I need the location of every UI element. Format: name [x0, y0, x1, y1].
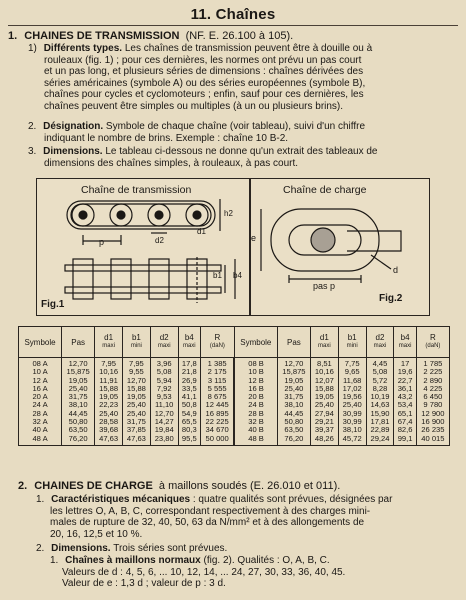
col-b1-b: b1 mini: [338, 327, 366, 358]
table-cell: 4 225: [423, 383, 443, 393]
section1-item1: [28, 43, 458, 113]
cells-symbole-b: [234, 358, 277, 446]
table-cell: 5,72: [372, 375, 388, 385]
col-pas-b: Pas: [277, 327, 310, 358]
table-cell: 7,95: [129, 359, 144, 368]
table-cell: 63,50: [284, 425, 304, 435]
table-cell: 5,94: [156, 375, 172, 385]
table-cell: 25,40: [99, 408, 119, 418]
table-cell: 12 445: [205, 400, 229, 410]
table-cell: 54,9: [181, 408, 197, 418]
figure1-caption: Fig.1: [41, 299, 65, 310]
table-cell: 28,58: [99, 417, 119, 427]
table-cell: 20 B: [248, 392, 264, 402]
table-cell: 31,75: [68, 392, 88, 402]
table-cell: 2 890: [423, 375, 443, 385]
item3-num: 3.: [28, 146, 37, 157]
cells-b1-a: [123, 358, 151, 446]
table-cell: 21,8: [181, 367, 197, 377]
table-cell: 22,7: [397, 375, 413, 385]
table-cell: 15,88: [99, 383, 119, 393]
table-cell: 10,19: [370, 392, 390, 402]
section1-ref: (NF. E. 26.100 à 105).: [185, 30, 294, 42]
table-cell: 15,875: [66, 367, 90, 377]
item1-first-line: Les chaînes de transmission peuvent être à douille ou à: [124, 43, 373, 54]
table-cell: 40 015: [421, 433, 445, 443]
section1-item2: [28, 121, 458, 144]
table-cell: 29,24: [370, 433, 390, 443]
table-cell: 48,26: [314, 433, 334, 443]
table-cell: 16 900: [421, 417, 445, 427]
table-cell: 8,28: [372, 383, 388, 393]
table-cell: 3 115: [207, 375, 227, 385]
col-d1: d1 maxi: [95, 327, 123, 358]
table-cell: 12,70: [284, 359, 304, 368]
cells-d2-b: [366, 358, 394, 446]
table-cell: 25,40: [314, 400, 334, 410]
title-rule: [8, 25, 458, 26]
table-cell: 25,40: [68, 383, 88, 393]
label-p: p: [99, 237, 105, 247]
table-cell: 47,63: [99, 433, 119, 443]
item1-num: 1): [28, 43, 37, 54]
table-cell: 19,56: [342, 392, 362, 402]
table-cell: 24 B: [248, 400, 264, 410]
table-cell: 37,85: [126, 425, 146, 435]
col-d2: d2 maxi: [150, 327, 178, 358]
table-cell: 50,80: [284, 417, 304, 427]
cells-b1-b: [338, 358, 366, 446]
table-cell: 38,10: [284, 400, 304, 410]
table-cell: 20 A: [32, 392, 48, 402]
item2-first-line: Symbole de chaque chaîne (voir tableau), suivi d'un chiffre: [105, 121, 366, 132]
col-d1-b: d1 maxi: [310, 327, 338, 358]
col-pas: Pas: [62, 327, 95, 358]
label-e: e: [251, 233, 257, 243]
item2-num: 2.: [28, 121, 37, 132]
table-cell: 32 A: [32, 417, 48, 427]
table-cell: 2 175: [207, 367, 227, 377]
cells-r-b: [416, 358, 449, 446]
col-symbole-b: Symbole: [234, 327, 277, 358]
section2-item2: 2. Dimensions. Trois séries sont prévues.: [36, 543, 228, 554]
table-cell: 19,6: [397, 367, 413, 377]
table-cell: 25,40: [284, 383, 304, 393]
section1-heading: [8, 30, 293, 42]
table-cell: 9 780: [423, 400, 443, 410]
table-cell: 39,68: [99, 425, 119, 435]
table-cell: 25,40: [126, 400, 146, 410]
label-d: d: [393, 265, 399, 275]
table-cell: 17: [400, 359, 410, 368]
table-cell: 10 B: [248, 367, 264, 377]
section2-item1-line: les lettres O, A, B, C, correspondant respectivement à des charges mini-: [50, 505, 371, 517]
table-cell: 36,1: [397, 383, 413, 393]
table-cell: 44,45: [284, 408, 304, 418]
table-cell: 1 385: [207, 359, 227, 368]
table-cell: 08 A: [32, 359, 48, 368]
table-cell: 9,65: [344, 367, 360, 377]
table-cell: 4,45: [372, 359, 388, 368]
table-cell: 1 785: [423, 359, 443, 368]
table-cell: 22 225: [205, 417, 229, 427]
item2-line: indiquant le nombre de brins. Exemple : chaîne 10 B-2.: [44, 132, 289, 144]
col-r-b: R (daN): [416, 327, 449, 358]
table-cell: 28 B: [248, 408, 264, 418]
table-cell: 15,88: [126, 383, 146, 393]
table-cell: 5,08: [156, 367, 172, 377]
section2-sub1: 1. Chaînes à maillons normaux (fig. 2). Qualités : O, A, B, C. Valeurs de d : 4, 5, 6, ... 10, 12, 14, ... 24, 27, 30, 33, 36, 40, 45. Valeur de e : 1,3 d ; valeur de p : 3 d.: [50, 555, 458, 590]
table-cell: 63,50: [68, 425, 88, 435]
table-cell: 44,45: [68, 408, 88, 418]
table-cell: 12,07: [314, 375, 334, 385]
item1-label: Différents types.: [43, 43, 123, 54]
table-cell: 6 450: [423, 392, 443, 402]
table-cell: 19,84: [154, 425, 174, 435]
table-cell: 50 000: [205, 433, 229, 443]
figure1-title: Chaîne de transmission: [81, 184, 192, 196]
section1-title: CHAINES DE TRANSMISSION: [24, 30, 180, 42]
table-cell: 14,27: [154, 417, 174, 427]
label-d2: d2: [155, 236, 164, 245]
page-title: 11. Chaînes: [190, 6, 276, 23]
section2-sub1-label: Chaînes à maillons normaux: [65, 555, 201, 566]
table-cell: 38,10: [68, 400, 88, 410]
table-cell: 08 B: [248, 359, 264, 368]
table-cell: 24 A: [32, 400, 48, 410]
table-cell: 48 B: [248, 433, 264, 443]
table-cell: 14,63: [370, 400, 390, 410]
table-cell: 16 895: [205, 408, 229, 418]
label-h2: h2: [224, 209, 233, 218]
item1-line: et un pas long, et plusieurs séries de dimensions : chaînes dérivées des: [44, 66, 364, 78]
table-cell: 16 A: [32, 383, 48, 393]
table-cell: 39,37: [314, 425, 334, 435]
table-cell: 41,1: [181, 392, 197, 402]
cells-d2-a: [150, 358, 178, 446]
table-cell: 16 B: [248, 383, 264, 393]
item1-line: chaînes peuvent être simples ou multiples (à un ou plusieurs brins).: [44, 100, 344, 112]
table-cell: 80,3: [181, 425, 197, 435]
table-cell: 65,5: [181, 417, 197, 427]
figure1-box: [36, 178, 250, 316]
table-cell: 5 555: [207, 383, 227, 393]
cells-b4-a: [178, 358, 200, 446]
table-cell: 67,4: [397, 417, 413, 427]
item1-line: rouleaux (fig. 1) ; pour ces dernières, les normes ont prévu un pas court: [44, 54, 362, 66]
section2-item1-line: males de rupture de 32, 40, 50, 63 da N/mm² et à des allongements de: [50, 517, 365, 529]
table-cell: 31,75: [284, 392, 304, 402]
cells-d1-a: [95, 358, 123, 446]
table-cell: 10 A: [32, 367, 48, 377]
table-cell: 15,88: [314, 383, 334, 393]
table-cell: 30,99: [342, 417, 362, 427]
section2-item1-line: 20, 16, 12,5 et 10 %.: [50, 528, 143, 540]
section2-number: 2.: [18, 480, 28, 492]
table-cell: 15,90: [370, 408, 390, 418]
section2-item2-label: Dimensions.: [51, 543, 111, 554]
table-cell: 43,2: [397, 392, 413, 402]
table-cell: 2 225: [423, 367, 443, 377]
table-cell: 19,05: [314, 392, 334, 402]
label-d1: d1: [197, 227, 206, 236]
figure2-title: Chaîne de charge: [283, 184, 367, 196]
table-cell: 82,6: [397, 425, 413, 435]
table-cell: 7,75: [344, 359, 360, 368]
section2-item1-label: Caractéristiques mécaniques: [51, 494, 191, 505]
col-b4: b4 maxi: [178, 327, 200, 358]
table-cell: 19,05: [99, 392, 119, 402]
item3-label: Dimensions.: [43, 146, 103, 157]
table-cell: 40 A: [32, 425, 48, 435]
table-cell: 7,92: [156, 383, 172, 393]
table-cell: 17,81: [370, 417, 390, 427]
table-body-row: [19, 358, 450, 446]
table-cell: 11,68: [342, 375, 362, 385]
section2-item1: 1. Caractéristiques mécaniques : quatre qualités sont prévues, désignées par les lettres O, A, B, C, correspondant respectivement à des charges mini- males de rupture de 32, 40, 50, 63 da N/mm² et à des allongements de 20, 16, 12,5 et 10 %.: [36, 494, 458, 540]
table-cell: 9,55: [129, 367, 144, 377]
table-cell: 48 A: [32, 433, 48, 443]
table-cell: 17,02: [342, 383, 362, 393]
dimensions-table: [18, 326, 450, 446]
table-cell: 12,70: [68, 359, 88, 368]
table-cell: 38,10: [342, 425, 362, 435]
table-cell: 99,1: [397, 433, 413, 443]
col-r: R (daN): [201, 327, 235, 358]
section2-rest: à maillons soudés (E. 26.010 et 011).: [158, 480, 341, 492]
table-cell: 50,8: [181, 400, 197, 410]
figure1-drawing: [37, 179, 249, 315]
cells-pas-b: [277, 358, 310, 446]
table-cell: 19,05: [126, 392, 146, 402]
table-cell: 8,51: [316, 359, 332, 368]
item3-line: dimensions des chaînes simples, à rouleaux, à pas court.: [44, 157, 299, 169]
figure2-box: [250, 178, 430, 316]
table-cell: 26 235: [421, 425, 445, 435]
table-cell: 32 B: [248, 417, 264, 427]
cells-b4-b: [394, 358, 416, 446]
table-cell: 17,8: [181, 359, 197, 368]
section2-title: CHAINES DE CHARGE: [34, 480, 153, 492]
item3-first-line: Le tableau ci-dessous ne donne qu'un extrait des tableaux de: [105, 146, 378, 157]
table-cell: 76,20: [284, 433, 304, 443]
table-cell: 45,72: [342, 433, 362, 443]
col-d2-b: d2 maxi: [366, 327, 394, 358]
table-cell: 12 B: [248, 375, 264, 385]
section1-item3: [28, 146, 458, 169]
table-cell: 27,94: [314, 408, 334, 418]
table-cell: 47,63: [126, 433, 146, 443]
table-cell: 12,70: [126, 375, 146, 385]
table-cell: 50,80: [68, 417, 88, 427]
table-cell: 31,75: [126, 417, 146, 427]
table-cell: 33,5: [181, 383, 197, 393]
table-cell: 19,05: [68, 375, 88, 385]
table-cell: 12 900: [421, 408, 445, 418]
table-cell: 12,70: [154, 408, 174, 418]
table-cell: 53,4: [397, 400, 413, 410]
table-cell: 3,96: [156, 359, 172, 368]
table-cell: 26,9: [181, 375, 197, 385]
table-cell: 29,21: [314, 417, 334, 427]
label-pas: pas p: [313, 281, 336, 291]
table-header-row: [19, 327, 450, 358]
table-cell: 8 675: [207, 392, 227, 402]
table-cell: 11,10: [154, 400, 174, 410]
section2-sub1-line: Valeur de e : 1,3 d ; valeur de p : 3 d.: [62, 578, 226, 590]
table-cell: 28 A: [32, 408, 48, 418]
table-cell: 65,1: [397, 408, 413, 418]
table-cell: 5,08: [372, 367, 388, 377]
col-b4-b: b4 maxi: [394, 327, 416, 358]
table-cell: 15,875: [282, 367, 306, 377]
table-cell: 19,05: [284, 375, 304, 385]
table-cell: 10,16: [99, 367, 119, 377]
table-cell: 76,20: [68, 433, 88, 443]
item1-line: chaînes pour cycles et cyclomoteurs ; enfin, sauf pour ces dernières, les: [44, 89, 364, 101]
table-cell: 95,5: [181, 433, 197, 443]
table-cell: 22,89: [370, 425, 390, 435]
table-cell: 11,91: [99, 375, 118, 385]
section2-sub1-line: Valeurs de d : 4, 5, 6, ... 10, 12, 14, ... 24, 27, 30, 33, 36, 40, 45.: [62, 566, 346, 578]
item2-label: Désignation.: [43, 121, 104, 132]
table-cell: 30,99: [342, 408, 362, 418]
label-b1: b1: [213, 271, 222, 280]
table-cell: 12 A: [32, 375, 48, 385]
table-cell: 34 670: [205, 425, 229, 435]
table-cell: 7,95: [101, 359, 116, 368]
table-cell: 23,80: [154, 433, 174, 443]
item1-line: séries américaines (symbole A) ou des séries européennes (symbole B),: [44, 77, 366, 89]
col-symbole: Symbole: [19, 327, 62, 358]
table-cell: 25,40: [342, 400, 362, 410]
cells-d1-b: [310, 358, 338, 446]
table-cell: 40 B: [248, 425, 264, 435]
table-cell: 25,40: [126, 408, 146, 418]
section1-number: 1.: [8, 30, 18, 42]
cells-pas-a: [62, 358, 95, 446]
table-cell: 22,23: [99, 400, 119, 410]
cells-r-a: [201, 358, 235, 446]
label-b4: b4: [233, 271, 242, 280]
section2-heading: [18, 480, 340, 492]
cells-symbole-a: [19, 358, 62, 446]
table-cell: 9,53: [156, 392, 172, 402]
figure2-caption: Fig.2: [379, 293, 403, 304]
col-b1: b1 mini: [123, 327, 151, 358]
table-cell: 10,16: [314, 367, 334, 377]
